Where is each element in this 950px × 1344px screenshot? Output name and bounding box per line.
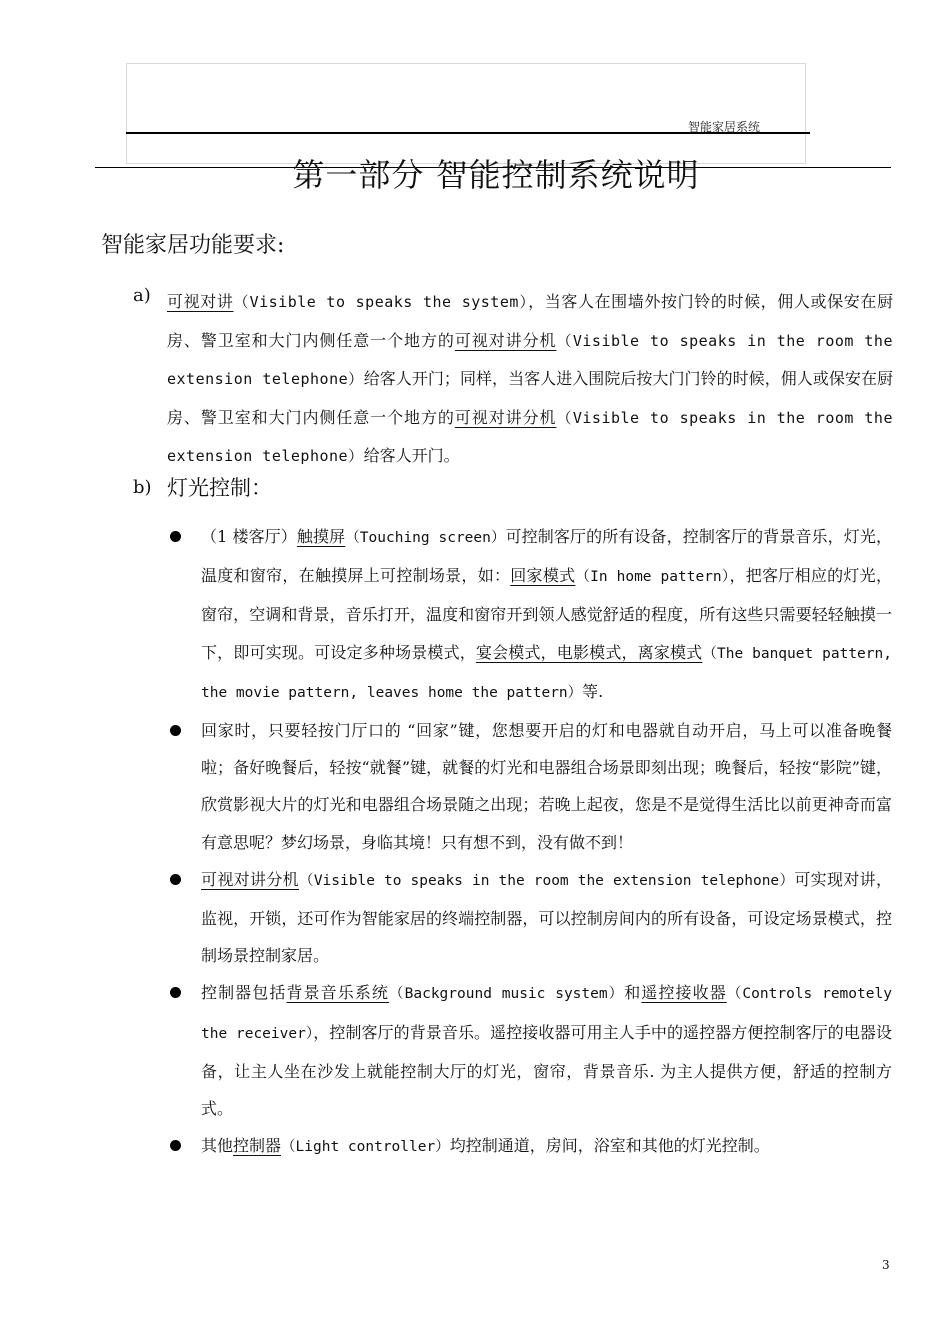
item-marker-b: b)	[133, 477, 152, 498]
term-intercom-extension: 可视对讲分机	[454, 330, 557, 350]
list-item: （1 楼客厅）触摸屏（Touching screen）可控制客厅的所有设备，控制客厅的背景音乐，灯光，温度和窗帘，在触摸屏上可控制场景，如：回家模式（In home pattern），把客厅相应的灯光，窗帘，空调和背景，音乐打开，温度和窗帘开到领人感觉舒适的程度，所有这些只需要轻轻触摸一下，即可实现。可设定多种场景模式，宴会模式，电影模式，离家模式（The banquet pattern, the movie pattern, leaves home the pattern）等.	[170, 518, 892, 712]
english-term: （Visible to speaks in the room the extension telephone）	[167, 408, 893, 465]
page-number: 3	[882, 1258, 890, 1272]
bullet-icon	[170, 531, 181, 542]
section-heading: 智能家居功能要求:	[101, 233, 285, 258]
bullet-icon	[170, 1140, 181, 1151]
list-item: 回家时，只要轻按门厅口的 “回家”键，您想要开启的灯和电器就自动开启，马上可以准备晚餐啦；备好晚餐后，轻按“就餐”键，就餐的灯光和电器组合场景即刻出现；晚餐后，轻按“影院”键，欣赏影视大片的灯光和电器组合场景随之出现；若晚上起夜，您是不是觉得生活比以前更神奇而富有意思呢？梦幻场景，身临其境！只有想不到，没有做不到！	[170, 712, 892, 861]
term-scene-modes: 宴会模式，电影模式，离家模式	[475, 642, 703, 662]
bullet-icon	[170, 874, 181, 885]
list-item: 控制器包括背景音乐系统（Background music system）和遥控接收器（Controls remotely the receiver），控制客厅的背景音乐。遥控接收器可用主人手中的遥控器方便控制客厅的电器设备，让主人坐在沙发上就能控制大厅的灯光，窗帘，背景音乐. 为主人提供方便，舒适的控制方式。	[170, 974, 892, 1127]
english-term: （Visible to speaks in the room the extension telephone）	[167, 331, 893, 388]
term-remote-receiver: 遥控接收器	[641, 983, 727, 1003]
term-intercom-extension: 可视对讲分机	[201, 869, 299, 889]
list-item: 可视对讲分机（Visible to speaks in the room the extension telephone）可实现对讲，监视，开锁，还可作为智能家居的终端控制器，可以控制房间内的所有设备，可设定场景模式，控制场景控制家居。	[170, 861, 892, 975]
item-marker-a: a)	[133, 285, 151, 306]
lighting-heading: 灯光控制：	[167, 476, 272, 500]
english-term: （Visible to speaks the system）	[233, 293, 529, 311]
page-title: 第一部分 智能控制系统说明	[292, 156, 700, 194]
term-intercom-extension: 可视对讲分机	[454, 407, 557, 427]
bullet-icon	[170, 725, 181, 736]
bullet-icon	[170, 987, 181, 998]
term-controller: 控制器	[233, 1136, 282, 1156]
term-background-music: 背景音乐系统	[286, 983, 390, 1003]
term-home-mode: 回家模式	[510, 566, 576, 586]
item-a-paragraph: 可视对讲（Visible to speaks the system），当客人在围墙外按门铃的时候，佣人或保安在厨房、警卫室和大门内侧任意一个地方的可视对讲分机（Visible to speaks in the room the extension telephone）给客人开门；同样，当客人进入围院后按大门门铃的时候，佣人或保安在厨房、警卫室和大门内侧任意一个地方的可视对讲分机（Visible to speaks in the room the extension telephone）给客人开门。	[167, 292, 893, 465]
lighting-bullet-list	[170, 518, 892, 1166]
running-header: 智能家居系统	[688, 120, 761, 134]
term-touch-screen: 触摸屏	[296, 527, 346, 546]
header-frame	[126, 63, 806, 164]
term-intercom: 可视对讲	[167, 292, 234, 311]
list-item: 其他控制器（Light controller）均控制通道，房间，浴室和其他的灯光控制。	[170, 1127, 892, 1166]
